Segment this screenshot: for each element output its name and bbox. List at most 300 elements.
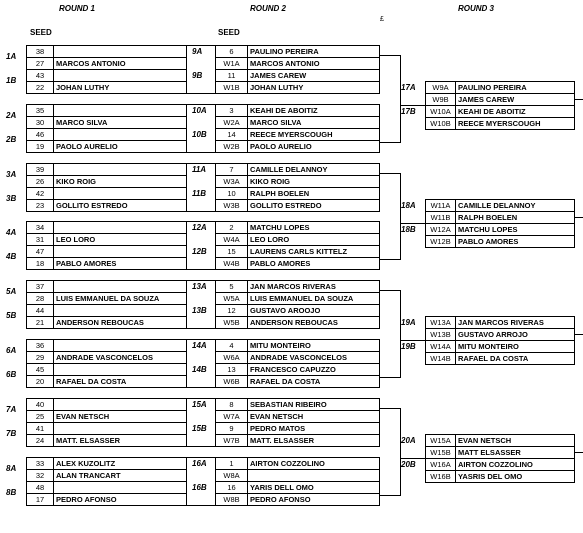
bracket-line (186, 398, 215, 399)
match-label-r2: 11B (192, 188, 207, 198)
seed-r2: 6 (229, 47, 234, 56)
player-name-r1: ANDERSON REBOUCAS (56, 318, 144, 328)
bracket-line (215, 446, 379, 447)
bracket-line (425, 482, 574, 483)
match-label-r1: 7A (6, 404, 17, 414)
bracket-line (425, 235, 574, 236)
seed-r3: W15A (430, 435, 451, 445)
bracket-line (574, 199, 575, 248)
bracket-line (379, 339, 380, 364)
bracket-line (186, 328, 215, 329)
bracket-line (186, 339, 215, 340)
seed-r1: 24 (35, 435, 45, 445)
seed-r2: 5 (229, 282, 234, 292)
bracket-line (26, 292, 186, 293)
bracket-line (379, 221, 380, 246)
bracket-line (379, 259, 400, 260)
bracket-line (425, 352, 574, 353)
round-2-header: ROUND 2 (250, 4, 287, 13)
seed-r1: 48 (35, 482, 45, 492)
bracket-line (215, 187, 379, 188)
player-name-r2: PAOLO AURELIO (250, 141, 312, 151)
bracket-line (215, 339, 379, 340)
bracket-line (53, 221, 54, 246)
bracket-line (247, 304, 248, 329)
seed-r2: W4B (223, 259, 240, 269)
seed-r1: 27 (35, 59, 45, 68)
bracket-line (26, 175, 186, 176)
bracket-line (215, 387, 379, 388)
seed-r2: 3 (229, 105, 234, 115)
bracket-line (247, 457, 248, 482)
bracket-line (379, 104, 380, 129)
bracket-line (379, 495, 400, 496)
bracket-line (425, 340, 574, 341)
bracket-line (186, 163, 215, 164)
bracket-line (26, 211, 186, 212)
bracket-line (26, 446, 186, 447)
player-name-r3: PAULINO PEREIRA (458, 83, 527, 92)
bracket-line (186, 339, 187, 364)
match-label-r2: 13B (192, 306, 207, 316)
match-label-r1: 8B (6, 487, 17, 497)
bracket-line (379, 457, 380, 482)
player-name-r1: MARCO SILVA (56, 117, 108, 127)
match-label-r3: 20B (401, 459, 416, 469)
bracket-line (215, 493, 379, 494)
bracket-line (574, 99, 583, 100)
bracket-line (247, 245, 248, 270)
bracket-line (215, 328, 379, 329)
seed-r1: 47 (35, 247, 45, 257)
bracket-line (26, 221, 186, 222)
match-label-r3: 17A (401, 83, 416, 92)
bracket-line (215, 245, 379, 246)
bracket-line (53, 457, 54, 482)
match-label-r2: 10B (192, 129, 207, 139)
bracket-line (26, 163, 186, 164)
bracket-line (379, 290, 400, 291)
bracket-line (186, 211, 215, 212)
bracket-line (574, 81, 575, 130)
bracket-line (215, 81, 379, 82)
seed-r1: 46 (35, 129, 45, 139)
match-label-r2: 16B (192, 482, 207, 492)
seed-header-round-1: SEED (30, 28, 52, 37)
seed-r1: 26 (35, 176, 45, 186)
bracket-line (215, 69, 379, 70)
match-label-r3: 18A (401, 200, 416, 210)
player-name-r2: ANDRADE VASCONCELOS (250, 353, 347, 362)
player-name-r1: EVAN NETSCH (56, 411, 110, 421)
player-name-r2: KEAHI DE ABOITIZ (250, 105, 318, 115)
bracket-line (247, 398, 248, 423)
bracket-line (53, 304, 54, 329)
match-label-r1: 6B (6, 370, 17, 379)
player-name-r2: KIKO ROIG (250, 176, 291, 186)
player-name-r1: ANDRADE VASCONCELOS (56, 353, 153, 362)
bracket-line (53, 128, 54, 153)
bracket-line (26, 351, 186, 352)
bracket-line (425, 93, 574, 94)
seed-r2: 16 (227, 482, 236, 492)
bracket-line (425, 446, 574, 447)
bracket-line (215, 152, 379, 153)
bracket-line (215, 257, 379, 258)
match-label-r3: 19A (401, 318, 416, 327)
bracket-line (26, 375, 186, 376)
player-name-r3: YASRIS DEL OMO (458, 471, 523, 481)
bracket-line (215, 481, 379, 482)
bracket-line (53, 339, 54, 364)
bracket-line (379, 173, 400, 174)
bracket-line (186, 128, 187, 153)
match-label-r3: 20A (401, 435, 416, 445)
bracket-line (247, 221, 248, 246)
player-name-r1: ALEX KUZOLITZ (56, 458, 116, 468)
player-name-r2: JAN MARCOS RIVERAS (250, 282, 336, 292)
bracket-line (186, 457, 187, 482)
player-name-r2: GOLLITO ESTREDO (250, 200, 322, 210)
match-label-r2: 16A (192, 458, 207, 468)
seed-r2: W3A (223, 176, 240, 186)
seed-r3: W16B (430, 471, 451, 481)
bracket-line (215, 363, 379, 364)
seed-r2: 10 (227, 188, 236, 198)
seed-r1: 42 (35, 188, 45, 198)
match-label-r1: 6A (6, 346, 17, 355)
bracket-line (215, 128, 379, 129)
player-name-r2: MARCOS ANTONIO (250, 59, 320, 68)
seed-r2: 7 (229, 164, 234, 174)
player-name-r1: LEO LORO (56, 235, 96, 245)
bracket-line (574, 316, 575, 365)
player-name-r3: GUSTAVO ARROJO (458, 330, 528, 339)
bracket-line (215, 398, 379, 399)
bracket-line (455, 316, 456, 365)
player-name-r2: MATT. ELSASSER (250, 435, 315, 445)
bracket-line (26, 116, 186, 117)
match-label-r2: 12A (192, 223, 207, 233)
player-name-r3: JAMES CAREW (458, 95, 515, 104)
seed-r2: W7A (223, 411, 240, 421)
seed-r1: 37 (35, 282, 45, 292)
seed-r2: 2 (229, 223, 234, 233)
bracket-line (400, 458, 425, 459)
bracket-line (215, 211, 379, 212)
player-name-r1: GOLLITO ESTREDO (56, 200, 128, 210)
seed-r2: 4 (229, 341, 234, 350)
bracket-line (26, 245, 186, 246)
seed-r1: 21 (35, 318, 45, 328)
bracket-line (26, 469, 186, 470)
bracket-line (186, 304, 187, 329)
bracket-line (379, 422, 380, 447)
match-label-r2: 14A (192, 341, 207, 350)
bracket-line (247, 422, 248, 447)
player-name-r2: FRANCESCO CAPUZZO (250, 365, 336, 374)
bracket-line (26, 81, 186, 82)
seed-r1: 35 (35, 105, 45, 115)
player-name-r2: PEDRO MATOS (250, 423, 306, 433)
bracket-line (186, 163, 187, 188)
seed-r2: W1A (223, 59, 240, 68)
player-name-r2: LAURENS CARLS KITTELZ (250, 247, 348, 257)
pound-symbol: £ (380, 16, 384, 23)
player-name-r2: YARIS DELL OMO (250, 482, 314, 492)
player-name-r1: PABLO AMORES (56, 259, 117, 269)
bracket-line (247, 339, 248, 364)
bracket-line (186, 280, 187, 305)
player-name-r1: PEDRO AFONSO (56, 494, 117, 504)
player-name-r1: ALAN TRANCART (56, 470, 121, 480)
player-name-r3: CAMILLE DELANNOY (458, 200, 536, 210)
seed-r2: 12 (227, 306, 236, 316)
bracket-line (425, 316, 574, 317)
player-name-r1: MATT. ELSASSER (56, 435, 121, 445)
seed-r3: W14B (430, 354, 451, 363)
seed-r3: W12B (430, 236, 451, 246)
seed-r1: 28 (35, 294, 45, 304)
bracket-line (215, 316, 379, 317)
bracket-line (186, 69, 187, 94)
seed-r2: W5B (223, 318, 240, 328)
seed-r1: 43 (35, 71, 45, 80)
seed-r1: 40 (35, 399, 45, 409)
bracket-line (186, 221, 187, 246)
bracket-line (400, 173, 401, 261)
match-label-r1: 1B (6, 76, 17, 85)
seed-r2: W6A (223, 353, 240, 362)
match-label-r2: 12B (192, 247, 207, 257)
seed-r1: 25 (35, 411, 45, 421)
bracket-line (26, 128, 186, 129)
bracket-line (186, 363, 187, 388)
bracket-line (379, 55, 400, 56)
bracket-line (247, 163, 248, 188)
match-label-r1: 1A (6, 52, 17, 61)
bracket-line (215, 280, 379, 281)
bracket-line (26, 422, 186, 423)
player-name-r2: EVAN NETSCH (250, 411, 304, 421)
bracket-line (26, 398, 186, 399)
bracket-line (455, 199, 456, 248)
player-name-r2: ANDERSON REBOUCAS (250, 318, 338, 328)
match-label-r1: 4A (6, 228, 17, 238)
player-name-r2: CAMILLE DELANNOY (250, 164, 328, 174)
bracket-line (379, 398, 380, 423)
player-name-r2: MITU MONTEIRO (250, 341, 311, 350)
bracket-line (53, 245, 54, 270)
bracket-line (186, 280, 215, 281)
bracket-line (186, 481, 187, 506)
bracket-line (215, 292, 379, 293)
seed-r2: W5A (223, 294, 240, 304)
bracket-line (53, 280, 54, 305)
bracket-line (215, 375, 379, 376)
bracket-line (379, 408, 400, 409)
match-label-r2: 14B (192, 365, 207, 374)
bracket-line (425, 223, 574, 224)
seed-r2: 14 (227, 129, 236, 139)
bracket-line (379, 163, 380, 188)
seed-r2: W2A (223, 117, 240, 127)
bracket-line (53, 363, 54, 388)
seed-r2: W2B (223, 141, 240, 151)
seed-r1: 30 (35, 117, 45, 127)
match-label-r1: 3B (6, 193, 17, 203)
bracket-line (247, 363, 248, 388)
player-name-r1: LUIS EMMANUEL DA SOUZA (56, 294, 160, 304)
bracket-line (379, 187, 380, 212)
bracket-line (379, 363, 380, 388)
bracket-line (215, 269, 379, 270)
player-name-r2: MATCHU LOPES (250, 223, 310, 233)
seed-r2: 11 (227, 71, 236, 80)
bracket-line (26, 93, 186, 94)
bracket-line (215, 199, 379, 200)
bracket-line (26, 339, 186, 340)
match-label-r1: 5B (6, 311, 17, 321)
match-label-r3: 18B (401, 224, 416, 234)
seed-r3: W16A (430, 459, 451, 469)
match-label-r2: 9A (192, 47, 203, 56)
bracket-line (247, 104, 248, 129)
bracket-line (53, 422, 54, 447)
bracket-line (215, 116, 379, 117)
bracket-line (26, 199, 186, 200)
bracket-line (215, 233, 379, 234)
seed-r1: 34 (35, 223, 45, 233)
bracket-line (186, 505, 215, 506)
bracket-line (215, 93, 379, 94)
bracket-line (186, 104, 187, 129)
seed-r2: 8 (229, 399, 234, 409)
bracket-line (425, 105, 574, 106)
bracket-line (400, 408, 401, 496)
match-label-r1: 3A (6, 169, 17, 179)
bracket-line (26, 233, 186, 234)
bracket-line (26, 387, 186, 388)
seed-r1: 31 (35, 235, 45, 245)
bracket-line (425, 328, 574, 329)
bracket-line (215, 304, 379, 305)
seed-r1: 29 (35, 353, 45, 362)
player-name-r3: EVAN NETSCH (458, 435, 512, 445)
seed-r2: W3B (223, 200, 240, 210)
player-name-r2: MARCO SILVA (250, 117, 302, 127)
bracket-line (425, 364, 574, 365)
player-name-r3: MITU MONTEIRO (458, 342, 519, 351)
bracket-line (186, 221, 215, 222)
bracket-line (186, 93, 215, 94)
match-label-r2: 13A (192, 282, 207, 292)
seed-r2: 9 (229, 423, 234, 433)
bracket-line (215, 434, 379, 435)
bracket-line (455, 81, 456, 130)
seed-r1: 33 (35, 458, 45, 468)
bracket-line (400, 223, 425, 224)
bracket-line (26, 187, 186, 188)
player-name-r1: RAFAEL DA COSTA (56, 377, 127, 386)
bracket-line (26, 434, 186, 435)
match-label-r3: 17B (401, 107, 416, 116)
bracket-line (379, 142, 400, 143)
seed-r2: 15 (227, 247, 236, 257)
bracket-line (425, 129, 574, 130)
bracket-line (26, 269, 186, 270)
seed-r1: 44 (35, 306, 45, 316)
seed-r2: 13 (227, 365, 236, 374)
bracket-line (379, 481, 380, 506)
bracket-line (247, 45, 248, 70)
bracket-line (379, 377, 400, 378)
bracket-line (215, 140, 379, 141)
seed-r1: 39 (35, 164, 45, 174)
player-name-r2: LEO LORO (250, 235, 290, 245)
seed-r1: 38 (35, 47, 45, 56)
bracket-line (53, 45, 54, 70)
player-name-r1: PAOLO AURELIO (56, 141, 118, 151)
seed-r1: 20 (35, 377, 45, 386)
seed-r3: W9A (432, 83, 449, 92)
seed-r2: W6B (223, 377, 240, 386)
match-label-r1: 8A (6, 463, 17, 473)
seed-r2: W4A (223, 235, 240, 245)
seed-r1: 19 (35, 141, 45, 151)
bracket-line (26, 457, 186, 458)
bracket-line (186, 457, 215, 458)
bracket-line (53, 187, 54, 212)
seed-r2: W8B (223, 494, 240, 504)
bracket-line (26, 328, 186, 329)
match-label-r3: 19B (401, 342, 416, 351)
seed-r3: W15B (430, 447, 451, 457)
bracket-line (26, 304, 186, 305)
player-name-r2: GUSTAVO AROOJO (250, 306, 321, 316)
player-name-r2: PAULINO PEREIRA (250, 47, 319, 56)
player-name-r1: JOHAN LUTHY (56, 83, 110, 92)
seed-r1: 22 (35, 83, 45, 92)
bracket-line (53, 163, 54, 188)
bracket-line (26, 481, 186, 482)
bracket-line (425, 458, 574, 459)
player-name-r3: RAFAEL DA COSTA (458, 354, 529, 363)
round-3-header: ROUND 3 (458, 4, 495, 13)
bracket-line (186, 398, 187, 423)
bracket-line (26, 152, 186, 153)
seed-r1: 36 (35, 341, 45, 350)
seed-r1: 18 (35, 259, 45, 269)
bracket-line (53, 481, 54, 506)
player-name-r3: RALPH BOELEN (458, 212, 518, 222)
seed-r2: W7B (223, 435, 240, 445)
bracket-line (425, 199, 574, 200)
bracket-line (186, 45, 215, 46)
player-name-r2: JAMES CAREW (250, 71, 307, 80)
bracket-line (247, 481, 248, 506)
player-name-r3: PABLO AMORES (458, 236, 519, 246)
match-label-r1: 5A (6, 287, 17, 297)
bracket-line (26, 104, 186, 105)
player-name-r3: AIRTON COZZOLINO (458, 459, 533, 469)
bracket-line (215, 163, 379, 164)
bracket-line (53, 398, 54, 423)
bracket-line (186, 422, 187, 447)
seed-header-round-2: SEED (218, 28, 240, 37)
bracket-line (400, 105, 425, 106)
bracket-line (186, 245, 187, 270)
